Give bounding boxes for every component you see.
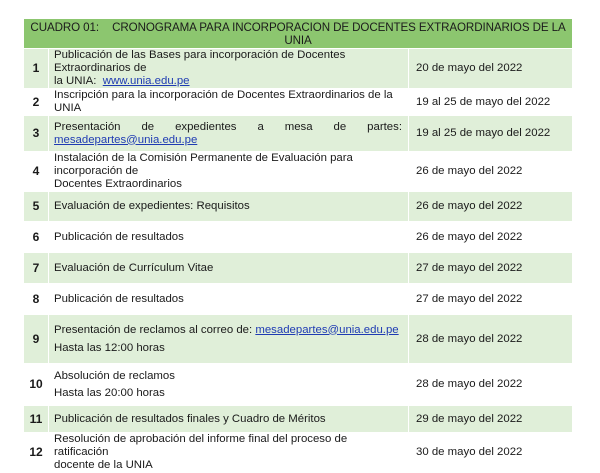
- activity-line: Hasta las 20:00 horas: [54, 386, 165, 399]
- table-row: [24, 192, 573, 222]
- table-row: [24, 49, 573, 89]
- row-number: 10: [24, 364, 49, 406]
- activity-line: Resolución de aprobación del informe final del proceso de ratificación: [54, 433, 348, 458]
- row-activity: [49, 116, 409, 152]
- table-row: [24, 89, 573, 116]
- row-date: 26 de mayo del 2022: [409, 222, 573, 253]
- schedule-table: [23, 18, 573, 473]
- row-activity: Publicación de resultados: [49, 222, 409, 253]
- row-activity: [49, 364, 409, 406]
- table-row: [24, 116, 573, 152]
- schedule-document: [23, 18, 572, 473]
- row-date: 26 de mayo del 2022: [409, 152, 573, 192]
- row-activity: [49, 152, 409, 192]
- row-activity: Publicación de resultados: [49, 284, 409, 315]
- activity-line: Docentes Extraordinarios: [54, 178, 182, 190]
- row-date: 27 de mayo del 2022: [409, 253, 573, 284]
- table-row: [24, 152, 573, 192]
- row-activity: Evaluación de expedientes: Requisitos: [49, 192, 409, 222]
- row-activity: [49, 49, 409, 89]
- website-link[interactable]: www.unia.edu.pe: [102, 75, 190, 87]
- row-number: 2: [24, 89, 49, 116]
- row-number: 1: [24, 49, 49, 89]
- row-number: 7: [24, 253, 49, 284]
- table-caption: [24, 19, 573, 49]
- row-date: 28 de mayo del 2022: [409, 315, 573, 364]
- activity-line: Publicación de las Bases para incorporación de Docentes Extraordinarios de: [54, 49, 346, 74]
- activity-line: la UNIA:: [54, 75, 97, 87]
- row-number: 6: [24, 222, 49, 253]
- row-date: 20 de mayo del 2022: [409, 49, 573, 89]
- table-row: [24, 284, 573, 315]
- table-row: [24, 364, 573, 406]
- email-link[interactable]: mesadepartes@unia.edu.pe: [255, 323, 399, 336]
- table-row: [24, 433, 573, 473]
- row-date: 29 de mayo del 2022: [409, 406, 573, 433]
- row-number: 4: [24, 152, 49, 192]
- row-number: 8: [24, 284, 49, 315]
- table-row: [24, 315, 573, 364]
- row-activity: [49, 433, 409, 473]
- activity-line: Presentación de reclamos al correo de:: [54, 323, 253, 336]
- caption-code: CUADRO 01:: [30, 20, 100, 34]
- row-number: 5: [24, 192, 49, 222]
- email-link[interactable]: mesadepartes@unia.edu.pe: [54, 133, 198, 146]
- table-row: [24, 406, 573, 433]
- row-activity: Publicación de resultados finales y Cuadro de Méritos: [49, 406, 409, 433]
- row-number: 11: [24, 406, 49, 433]
- activity-line: Absolución de reclamos: [54, 369, 175, 382]
- row-date: 19 al 25 de mayo del 2022: [409, 89, 573, 116]
- row-activity: Inscripción para la incorporación de Docentes Extraordinarios de la UNIA: [49, 89, 409, 116]
- table-row: [24, 253, 573, 284]
- table-header-row: [24, 19, 573, 49]
- row-number: 9: [24, 315, 49, 364]
- table-row: [24, 222, 573, 253]
- activity-line: Hasta las 12:00 horas: [54, 341, 165, 354]
- row-number: 3: [24, 116, 49, 152]
- row-date: 27 de mayo del 2022: [409, 284, 573, 315]
- row-date: 30 de mayo del 2022: [409, 433, 573, 473]
- activity-line: docente de la UNIA: [54, 459, 153, 471]
- row-date: 28 de mayo del 2022: [409, 364, 573, 406]
- row-date: 19 al 25 de mayo del 2022: [409, 116, 573, 152]
- row-activity: Evaluación de Currículum Vitae: [49, 253, 409, 284]
- row-number: 12: [24, 433, 49, 473]
- row-date: 26 de mayo del 2022: [409, 192, 573, 222]
- activity-line: Instalación de la Comisión Permanente de Evaluación para incorporación de: [54, 152, 353, 177]
- caption-title: CRONOGRAMA PARA INCORPORACION DE DOCENTES EXTRAORDINARIOS DE LA UNIA: [112, 20, 566, 47]
- activity-line: Presentación de expedientes a mesa de partes:: [54, 120, 402, 133]
- row-activity: [49, 315, 409, 364]
